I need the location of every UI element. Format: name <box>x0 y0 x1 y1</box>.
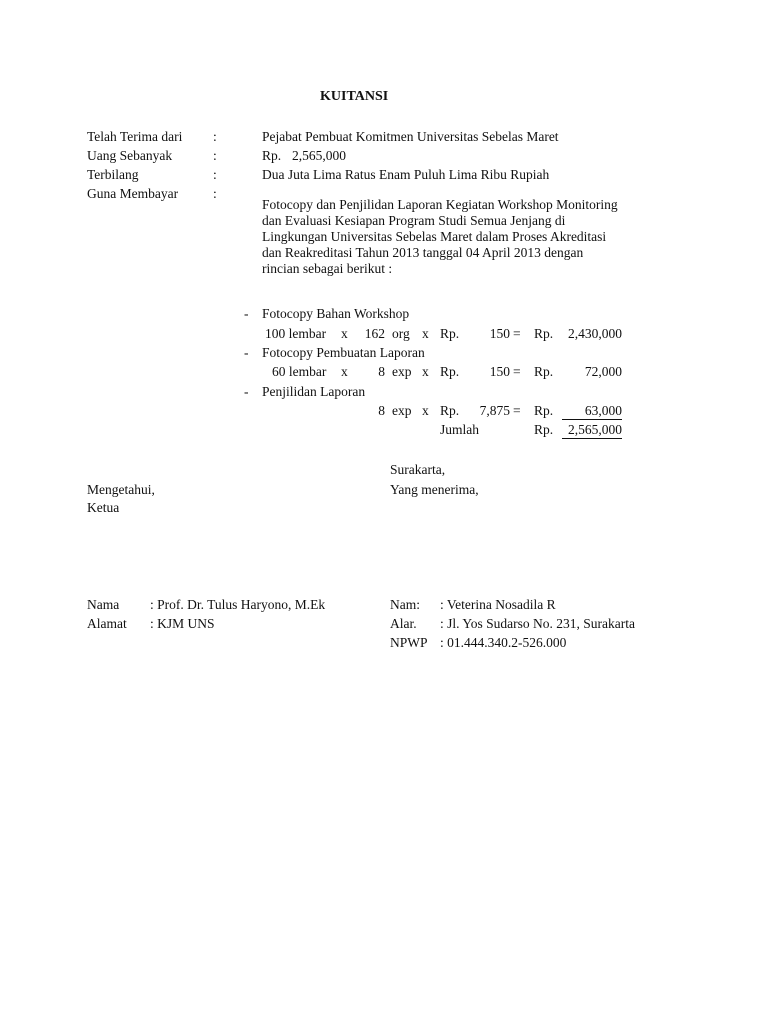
in-words-sep: : <box>213 167 217 182</box>
right-sign-line1: Yang menerima, <box>390 482 479 497</box>
npwp-label: NPWP <box>390 635 428 650</box>
item-1-rp2: Rp. <box>534 326 554 341</box>
item-1-qty1: 100 lembar <box>265 326 327 341</box>
purpose-value: Fotocopy dan Penjilidan Laporan Kegiatan Workshop Monitoring dan Evaluasi Kesiapan Program Studi Semua Jenjang di Lingkungan Universitas Sebelas Maret dalam Proses Akreditasi dan Reakreditasi Tahun 2013 tanggal 04 April 2013 dengan rincian sebagai berikut : <box>262 197 618 276</box>
right-name-value: : Veterina Nosadila R <box>440 597 556 612</box>
purpose-sep: : <box>213 186 217 201</box>
received-from-sep: : <box>213 129 217 144</box>
item-1-x2: x <box>422 326 429 341</box>
item-3-rp2: Rp. <box>534 403 554 418</box>
item-2-qty1: 60 lembar <box>272 364 327 379</box>
place-date: Surakarta, <box>390 462 446 477</box>
right-address-label: Alar. <box>390 616 417 631</box>
in-words-label: Terbilang <box>87 167 139 182</box>
item-2-name: Fotocopy Pembuatan Laporan <box>262 345 425 360</box>
left-name-label: Nama <box>87 597 120 612</box>
received-from-value: Pejabat Pembuat Komitmen Universitas Sebelas Maret <box>262 129 559 144</box>
amount-value: 2,565,000 <box>292 148 346 163</box>
item-1-qty2: 162 <box>364 326 385 341</box>
item-3-qty2: 8 <box>378 403 385 418</box>
item-1-rp1: Rp. <box>440 326 460 341</box>
document-title: KUITANSI <box>320 89 389 104</box>
item-3-name: Penjilidan Laporan <box>262 384 366 399</box>
item-2-x1: x <box>341 364 348 379</box>
item-3-price: 7,875 <box>479 403 510 418</box>
item-2-eq: = <box>513 364 521 379</box>
amount-sep: : <box>213 148 217 163</box>
item-2-unit: exp <box>392 364 412 379</box>
item-2-qty2: 8 <box>378 364 385 379</box>
item-1-bullet: - <box>244 306 249 321</box>
right-address-value: : Jl. Yos Sudarso No. 231, Surakarta <box>440 616 636 631</box>
right-name-label: Nam: <box>390 597 420 612</box>
sum-label: Jumlah <box>440 422 479 437</box>
item-3-eq: = <box>513 403 521 418</box>
item-2-price: 150 <box>489 364 510 379</box>
item-3-bullet: - <box>244 384 249 399</box>
item-2-bullet: - <box>244 345 249 360</box>
item-1-name: Fotocopy Bahan Workshop <box>262 306 410 321</box>
item-1-price: 150 <box>489 326 510 341</box>
received-from-label: Telah Terima dari <box>87 129 183 144</box>
item-2-rp1: Rp. <box>440 364 460 379</box>
npwp-value: : 01.444.340.2-526.000 <box>440 635 567 650</box>
amount-currency: Rp. <box>262 148 282 163</box>
left-sign-line2: Ketua <box>87 500 120 515</box>
left-address-label: Alamat <box>87 616 127 631</box>
item-3-unit: exp <box>392 403 412 418</box>
left-address-value: : KJM UNS <box>150 616 215 631</box>
item-3-x2: x <box>422 403 429 418</box>
item-1-eq: = <box>513 326 521 341</box>
left-name-value: : Prof. Dr. Tulus Haryono, M.Ek <box>150 597 326 612</box>
item-3-total: 63,000 <box>562 403 622 420</box>
in-words-value: Dua Juta Lima Ratus Enam Puluh Lima Ribu Rupiah <box>262 167 550 182</box>
purpose-label: Guna Membayar <box>87 186 179 201</box>
item-1-x1: x <box>341 326 348 341</box>
item-1-total: 2,430,000 <box>568 326 622 341</box>
amount-label: Uang Sebanyak <box>87 148 173 163</box>
sum-rp: Rp. <box>534 422 554 437</box>
sum-value: 2,565,000 <box>562 422 622 439</box>
left-sign-line1: Mengetahui, <box>87 482 155 497</box>
item-2-rp2: Rp. <box>534 364 554 379</box>
item-1-unit: org <box>392 326 410 341</box>
item-3-rp1: Rp. <box>440 403 460 418</box>
item-2-total: 72,000 <box>584 364 622 379</box>
item-2-x2: x <box>422 364 429 379</box>
